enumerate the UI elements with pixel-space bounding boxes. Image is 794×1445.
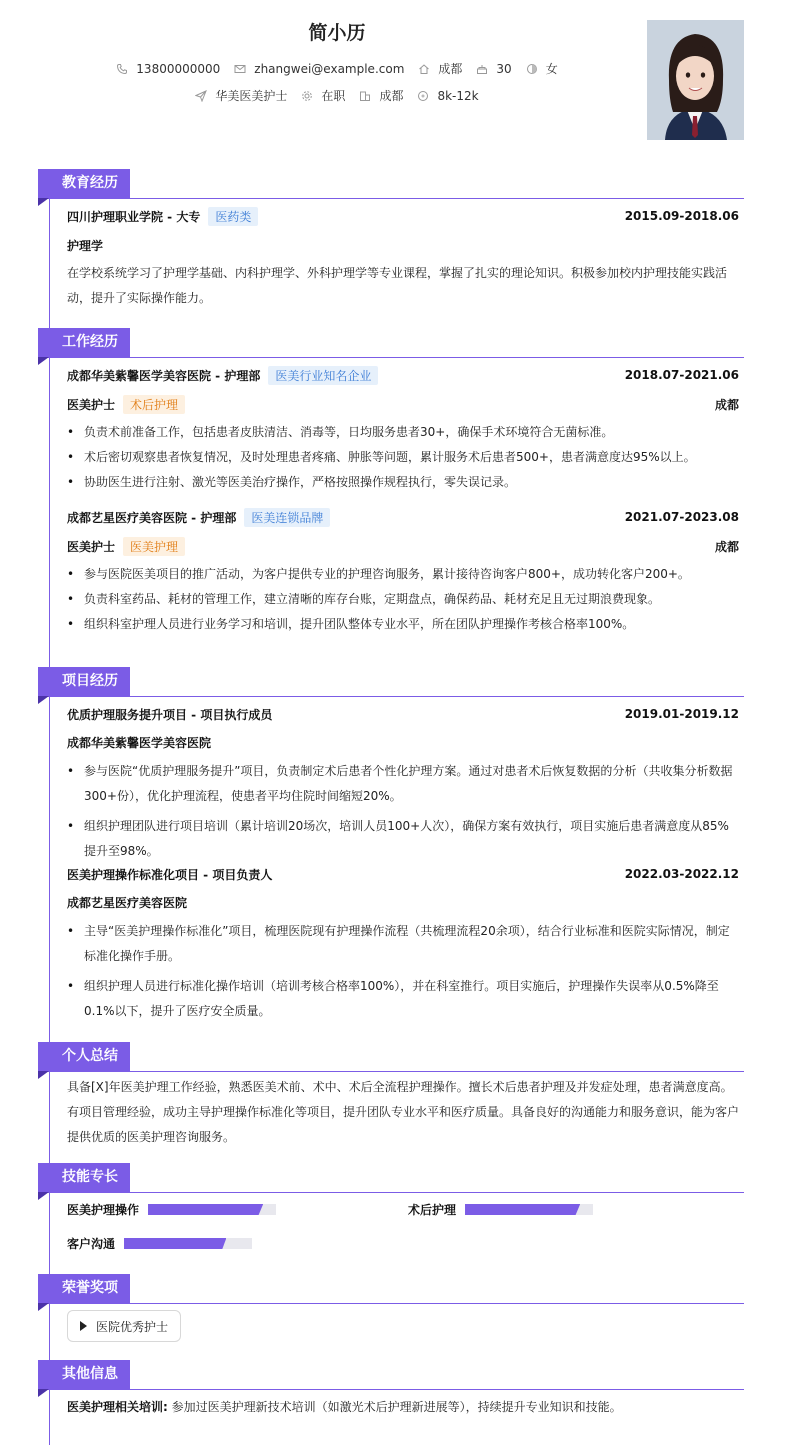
skill-bar: [148, 1204, 276, 1215]
candidate-name: 简小历: [308, 22, 366, 44]
section-fold: [38, 696, 49, 704]
list-item: • 负责科室药品、耗材的管理工作，建立清晰的库存台账，定期盘点，确保药品、耗材充足且无过期浪费现象。: [67, 587, 739, 612]
send-icon: [195, 90, 207, 102]
building-icon: [359, 90, 371, 102]
other-label: 医美护理相关培训:: [67, 1400, 168, 1414]
skill-bar-fill: [148, 1204, 263, 1215]
company-tag: 医美行业知名企业: [268, 366, 378, 385]
section-rule: [38, 1192, 744, 1193]
age-item: [476, 62, 511, 76]
section-fold: [38, 198, 49, 206]
section-education: [38, 169, 744, 201]
gender-text: 女: [545, 62, 558, 76]
skill-bar-fill: [465, 1204, 580, 1215]
gear-icon: [301, 90, 313, 102]
section-rule: [38, 696, 744, 697]
section-summary: [38, 1042, 744, 1074]
section-skills: [38, 1163, 744, 1195]
work-entry: [67, 507, 739, 637]
status-text: 在职: [321, 89, 346, 103]
section-rule: [38, 357, 744, 358]
section-rule: [38, 198, 744, 199]
section-work: [38, 328, 744, 360]
list-item: • 组织科室护理人员进行业务学习和培训，提升团队整体专业水平，所在团队护理操作考核合格率100%。: [67, 612, 739, 637]
project-date: 2019.01-2019.12: [624, 707, 739, 721]
skill-item: [67, 1235, 252, 1252]
email-item: [234, 62, 404, 76]
list-item: • 组织护理团队进行项目培训（累计培训20场次，培训人员100+人次），确保方案有效执行，项目实施后患者满意度从85%提升至98%。: [67, 814, 739, 864]
summary-text: 具备[X]年医美护理工作经验，熟悉医美术前、术中、术后全流程护理操作。擅长术后患者护理及并发症处理，患者满意度高。有项目管理经验，成功主导护理操作标准化等项目，提升团队专业水平和医疗质量。具备良好的沟通能力和服务意识，能为客户提供优质的医美护理咨询服务。: [67, 1080, 740, 1144]
section-title: 技能专长: [38, 1163, 130, 1192]
skill-name: 医美护理操作: [67, 1203, 140, 1217]
section-fold: [38, 1389, 49, 1397]
resume-header: [0, 0, 794, 160]
job-tag: 术后护理: [123, 395, 185, 414]
target-city-text: 成都: [379, 89, 404, 103]
salary-item: [417, 89, 478, 103]
section-title: 教育经历: [38, 169, 130, 198]
salary-text: 8k-12k: [437, 88, 479, 103]
skill-item: [67, 1201, 276, 1218]
school-tag: 医药类: [208, 207, 258, 226]
job-title: 医美护士: [67, 397, 116, 412]
section-rule: [38, 1071, 744, 1072]
phone-text: 13800000000: [136, 61, 221, 76]
gender-icon: [526, 63, 538, 75]
list-item: • 负责术前准备工作，包括患者皮肤清洁、消毒等，日均服务患者30+，确保手术环境符合无菌标准。: [67, 420, 739, 445]
project-date: 2022.03-2022.12: [624, 867, 739, 881]
section-title: 其他信息: [38, 1360, 130, 1389]
mail-icon: [234, 63, 246, 75]
coin-icon: [417, 90, 429, 102]
job-title: 医美护士: [67, 539, 116, 554]
contact-row: [0, 60, 674, 77]
section-title: 项目经历: [38, 667, 130, 696]
award-name: 医院优秀护士: [96, 1319, 169, 1334]
other-block: [67, 1397, 739, 1417]
project-entry: [67, 704, 739, 864]
job-city: 成都: [714, 539, 739, 554]
city-text: 成都: [438, 62, 463, 76]
major: 护理学: [67, 239, 104, 253]
award-chip: [67, 1310, 181, 1342]
profile-photo: [647, 20, 744, 140]
gender-item: [526, 60, 558, 77]
education-date: 2015.09-2018.06: [624, 209, 739, 223]
phone-icon: [116, 63, 128, 75]
section-other: [38, 1360, 744, 1392]
section-rule: [38, 1389, 744, 1390]
work-bullets: [67, 562, 739, 637]
list-item: • 参与医院医美项目的推广活动，为客户提供专业的护理咨询服务，累计接待咨询客户800+，成功转化客户200+。: [67, 562, 739, 587]
timeline-line: [49, 188, 50, 1445]
list-item: • 术后密切观察患者恢复情况，及时处理患者疼痛、肿胀等问题，累计服务术后患者500+，患者满意度达95%以上。: [67, 445, 739, 470]
phone-item: [116, 62, 220, 76]
work-date: 2018.07-2021.06: [624, 368, 739, 382]
section-fold: [38, 1071, 49, 1079]
company-name: 成都华美紫馨医学美容医院 - 护理部: [67, 368, 261, 383]
age-text: 30: [496, 61, 512, 76]
list-item: • 参与医院“优质护理服务提升”项目，负责制定术后患者个性化护理方案。通过对患者术后恢复数据的分析（共收集分析数据300+份），优化护理流程，使患者平均住院时间缩短20%。: [67, 759, 739, 809]
skill-bar: [124, 1238, 252, 1249]
job-tag: 医美护理: [123, 537, 185, 556]
target-city-item: [359, 87, 403, 104]
project-bullets: [67, 759, 739, 864]
company-tag: 医美连锁品牌: [244, 508, 330, 527]
skill-name: 客户沟通: [67, 1237, 116, 1251]
cake-icon: [476, 63, 488, 75]
email-text: zhangwei@example.com: [254, 61, 405, 76]
section-title: 荣誉奖项: [38, 1274, 130, 1303]
school-name: 四川护理职业学院 - 大专: [67, 209, 201, 224]
project-entry: [67, 864, 739, 1024]
section-fold: [38, 357, 49, 365]
company-name: 成都艺星医疗美容医院 - 护理部: [67, 510, 237, 525]
status-item: [301, 87, 345, 104]
skill-name: 术后护理: [408, 1203, 457, 1217]
project-name: 医美护理操作标准化项目 - 项目负责人: [67, 867, 273, 882]
education-desc: 在学校系统学习了护理学基础、内科护理学、外科护理学等专业课程，掌握了扎实的理论知识。积极参加校内护理技能实践活动，提升了实际操作能力。: [67, 266, 728, 305]
project-bullets: [67, 919, 739, 1024]
job-intent-row: [0, 87, 674, 104]
section-projects: [38, 667, 744, 699]
project-org: 成都华美紫馨医学美容医院: [67, 736, 212, 750]
project-org: 成都艺星医疗美容医院: [67, 896, 188, 910]
section-honors: [38, 1274, 744, 1306]
summary-block: [67, 1075, 739, 1150]
skill-bar: [465, 1204, 593, 1215]
section-title: 个人总结: [38, 1042, 130, 1071]
section-title: 工作经历: [38, 328, 130, 357]
job-city: 成都: [714, 397, 739, 412]
work-entry: [67, 365, 739, 495]
play-icon: [80, 1321, 87, 1331]
list-item: • 主导“医美护理操作标准化”项目，梳理医院现有护理操作流程（共梳理流程20余项），结合行业标准和医院实际情况，制定标准化操作手册。: [67, 919, 739, 969]
skill-bar-fill: [124, 1238, 226, 1249]
position-text: 华美医美护士: [215, 89, 288, 103]
list-item: • 协助医生进行注射、激光等医美治疗操作，严格按照操作规程执行，零失误记录。: [67, 470, 739, 495]
section-rule: [38, 1303, 744, 1304]
section-fold: [38, 1192, 49, 1200]
position-item: [195, 87, 287, 104]
section-fold: [38, 1303, 49, 1311]
education-entry: [67, 206, 739, 311]
home-icon: [418, 63, 430, 75]
city-item: [418, 60, 462, 77]
work-bullets: [67, 420, 739, 495]
project-name: 优质护理服务提升项目 - 项目执行成员: [67, 707, 273, 722]
other-text: 参加过医美护理新技术培训（如激光术后护理新进展等），持续提升专业知识和技能。: [171, 1400, 622, 1414]
skill-item: [408, 1201, 593, 1218]
work-date: 2021.07-2023.08: [624, 510, 739, 524]
list-item: • 组织护理人员进行标准化操作培训（培训考核合格率100%），并在科室推行。项目实施后，护理操作失误率从0.5%降至0.1%以下，提升了医疗安全质量。: [67, 974, 739, 1024]
